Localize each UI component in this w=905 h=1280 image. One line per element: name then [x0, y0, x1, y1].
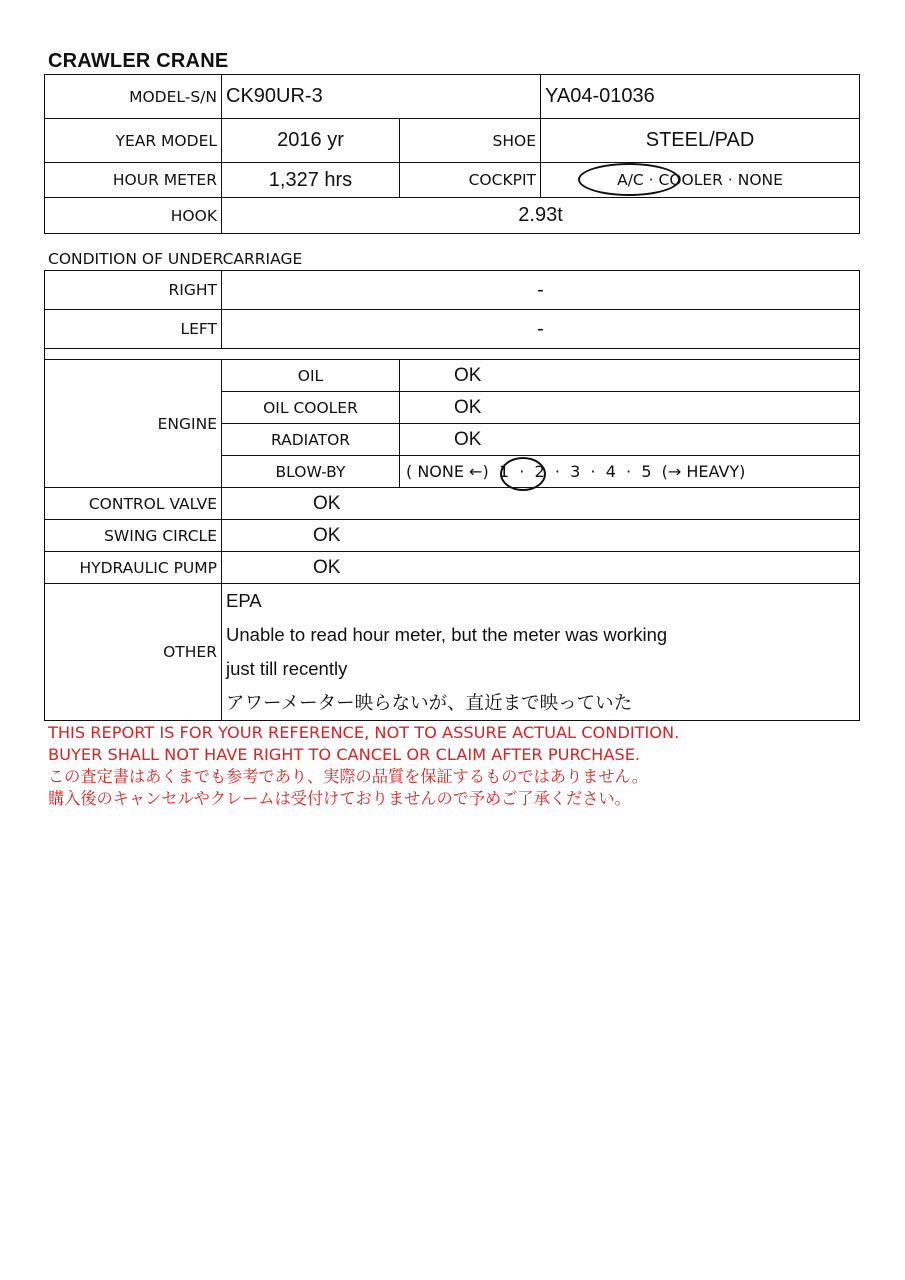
- cockpit-selected-circle: [578, 163, 680, 196]
- hydraulic-pump-value: OK: [222, 552, 860, 584]
- serial-value: YA04-01036: [541, 75, 860, 119]
- hook-label: HOOK: [45, 198, 222, 234]
- hydraulic-pump-label: HYDRAULIC PUMP: [45, 552, 222, 584]
- undercarriage-left-row: [45, 310, 860, 349]
- machine-info-table: [44, 74, 860, 234]
- oil-label: OIL: [222, 360, 400, 392]
- other-note-line: アワーメーター映らないが、直近まで映っていた: [226, 692, 633, 713]
- oil-value: OK: [400, 360, 860, 392]
- blowby-label: BLOW-BY: [222, 456, 400, 488]
- model-sn-label: MODEL-S/N: [45, 75, 222, 119]
- engine-label: ENGINE: [45, 360, 222, 488]
- oil-cooler-value: OK: [400, 392, 860, 424]
- shoe-value: STEEL/PAD: [541, 119, 860, 163]
- model-value: CK90UR-3: [222, 75, 541, 119]
- other-label: OTHER: [45, 584, 222, 721]
- other-row: [45, 584, 860, 721]
- blowby-scale: [400, 456, 860, 488]
- other-note-line: Unable to read hour meter, but the meter was working: [226, 624, 668, 645]
- model-sn-row: [45, 75, 860, 119]
- radiator-label: RADIATOR: [222, 424, 400, 456]
- other-notes: [222, 584, 860, 721]
- disclaimer-line: この査定書はあくまでも参考であり、実際の品質を保証するものではありません。: [48, 767, 648, 786]
- condition-table: [44, 270, 860, 721]
- swing-circle-value: OK: [222, 520, 860, 552]
- right-label: RIGHT: [45, 271, 222, 310]
- blowby-scale-text: ( NONE ←) 1 · 2 · 3 · 4 · 5 (→ HEAVY): [406, 462, 746, 481]
- disclaimer-line: BUYER SHALL NOT HAVE RIGHT TO CANCEL OR CLAIM AFTER PURCHASE.: [48, 745, 641, 764]
- cockpit-label: COCKPIT: [400, 163, 541, 198]
- control-valve-label: CONTROL VALVE: [45, 488, 222, 520]
- left-label: LEFT: [45, 310, 222, 349]
- year-value: 2016 yr: [222, 119, 400, 163]
- cockpit-options: [541, 163, 860, 198]
- spacer-row: [45, 349, 860, 360]
- page-title: CRAWLER CRANE: [48, 50, 229, 72]
- radiator-value: OK: [400, 424, 860, 456]
- disclaimer-line: 購入後のキャンセルやクレームは受付けておりませんので予めご了承ください。: [48, 789, 631, 808]
- year-model-label: YEAR MODEL: [45, 119, 222, 163]
- hook-row: [45, 198, 860, 234]
- hour-value: 1,327 hrs: [222, 163, 400, 198]
- hook-value: 2.93t: [222, 198, 860, 234]
- swing-circle-row: [45, 520, 860, 552]
- blowby-selected-circle: [500, 457, 546, 491]
- hour-cockpit-row: [45, 163, 860, 198]
- undercarriage-right-row: [45, 271, 860, 310]
- shoe-label: SHOE: [400, 119, 541, 163]
- disclaimer-line: THIS REPORT IS FOR YOUR REFERENCE, NOT TO ASSURE ACTUAL CONDITION.: [48, 723, 680, 742]
- year-shoe-row: [45, 119, 860, 163]
- disclaimer: [48, 722, 679, 810]
- engine-oil-row: [45, 360, 860, 392]
- undercarriage-section-title: CONDITION OF UNDERCARRIAGE: [48, 250, 303, 268]
- cockpit-options-text: A/C · COOLER · NONE: [617, 171, 783, 189]
- other-note-line: EPA: [226, 590, 262, 611]
- other-note-line: just till recently: [226, 658, 348, 679]
- spacer-cell: [45, 349, 860, 360]
- swing-circle-label: SWING CIRCLE: [45, 520, 222, 552]
- hour-meter-label: HOUR METER: [45, 163, 222, 198]
- control-valve-row: [45, 488, 860, 520]
- oil-cooler-label: OIL COOLER: [222, 392, 400, 424]
- left-value: -: [222, 310, 860, 349]
- hydraulic-pump-row: [45, 552, 860, 584]
- right-value: -: [222, 271, 860, 310]
- control-valve-value: OK: [222, 488, 860, 520]
